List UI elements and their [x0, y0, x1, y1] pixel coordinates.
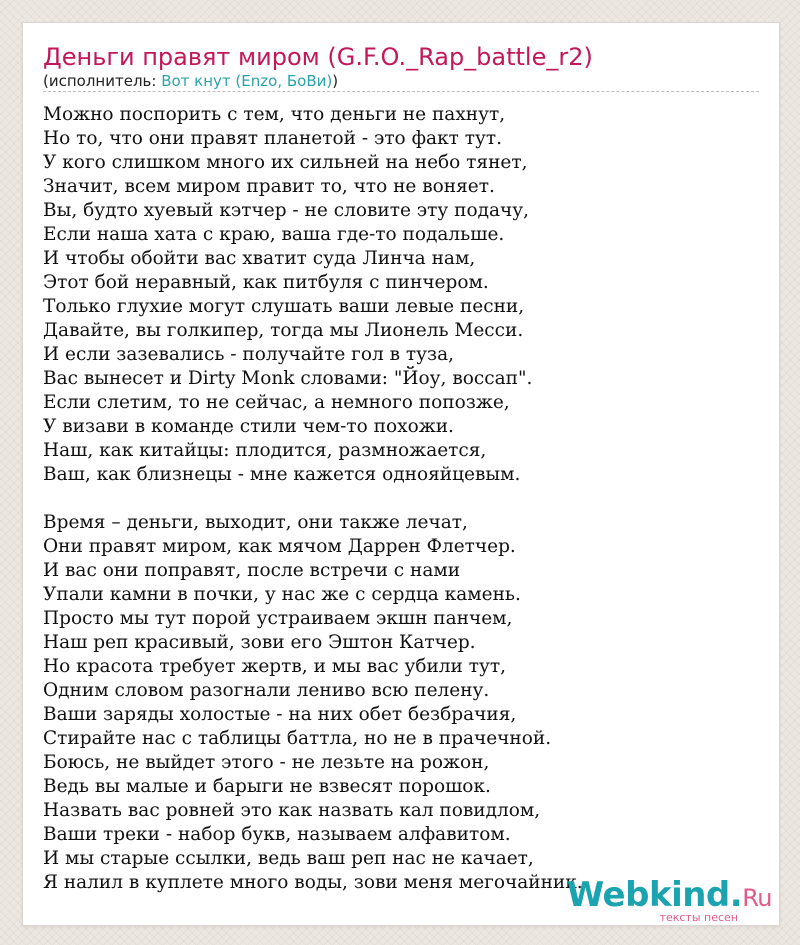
lyric-line: Вас вынесет и Dirty Monk словами: "Йоу, воссап".: [43, 368, 533, 389]
lyric-line: Стирайте нас с таблицы баттла, но не в прачечной.: [43, 728, 552, 749]
lyric-line: Значит, всем миром правит то, что не воняет.: [43, 176, 495, 197]
lyric-line: У визави в команде стили чем-то похожи.: [43, 416, 454, 437]
title-divider: [43, 91, 759, 92]
lyric-line: И чтобы обойти вас хватит суда Линча нам,: [43, 248, 476, 269]
stanza-gap: [43, 487, 763, 511]
lyric-line: Но то, что они правят планетой - это факт тут.: [43, 128, 502, 149]
lyric-line: И мы старые ссылки, ведь ваш реп нас не качает,: [43, 848, 534, 869]
lyric-line: Давайте, вы голкипер, тогда мы Лионель Месси.: [43, 320, 524, 341]
lyric-line: И если зазевались - получайте гол в туза,: [43, 344, 455, 365]
lyric-line: Боюсь, не выйдет этого - не лезьте на рожон,: [43, 752, 490, 773]
lyric-line: Только глухие могут слушать ваши левые песни,: [43, 296, 525, 317]
stanza-1: [43, 103, 763, 487]
performer-line: [43, 71, 338, 91]
lyric-line: Ведь вы малые и барыги не взвесят порошок.: [43, 776, 491, 797]
lyric-line: Упали камни в почки, у нас же с сердца камень.: [43, 584, 521, 605]
lyric-line: Этот бой неравный, как питбуля с пинчером.: [43, 272, 489, 293]
logo-dot: .: [729, 875, 743, 915]
lyric-line: Время – деньги, выходит, они также лечат,: [43, 512, 468, 533]
lyrics-card: [22, 22, 780, 926]
logo-tagline: тексты песен: [659, 911, 738, 924]
lyric-line: Назвать вас ровней это как назвать кал повидлом,: [43, 800, 541, 821]
lyric-line: Если наша хата с краю, ваша где-то подальше.: [43, 224, 505, 245]
lyric-line: Они правят миром, как мячом Даррен Флетчер.: [43, 536, 516, 557]
lyric-line: Если слетим, то не сейчас, а немного попозже,: [43, 392, 510, 413]
performer-suffix: ): [332, 72, 339, 90]
logo-tld: Ru: [742, 884, 772, 912]
lyric-line: Я налил в куплете много воды, зови меня мегочайник.: [43, 872, 583, 893]
lyric-line: У кого слишком много их сильней на небо тянет,: [43, 152, 528, 173]
lyric-line: Наш реп красивый, зови его Эштон Катчер.: [43, 632, 476, 653]
song-title: Деньги правят миром (G.F.O._Rap_battle_r2): [43, 43, 593, 71]
stanza-2: [43, 511, 763, 895]
logo-brand: Webkind: [566, 875, 730, 915]
performer-link[interactable]: Вот кнут (Enzo, БоВи): [161, 72, 333, 90]
webkind-watermark: [566, 875, 772, 924]
webkind-logo: [566, 875, 772, 915]
lyric-line: Просто мы тут порой устраиваем экшн панчем,: [43, 608, 513, 629]
lyric-line: Ваши треки - набор букв, называем алфавитом.: [43, 824, 511, 845]
lyric-line: Наш, как китайцы: плодится, размножается,: [43, 440, 487, 461]
lyric-line: Можно поспорить с тем, что деньги не пахнут,: [43, 104, 506, 125]
lyrics-body: [43, 103, 763, 895]
performer-prefix: (исполнитель:: [43, 72, 162, 90]
lyric-line: Но красота требует жертв, и мы вас убили тут,: [43, 656, 507, 677]
lyric-line: И вас они поправят, после встречи с нами: [43, 560, 461, 581]
lyric-line: Ваш, как близнецы - мне кажется однояйцевым.: [43, 464, 521, 485]
lyric-line: Одним словом разогнали лениво всю пелену.: [43, 680, 490, 701]
lyric-line: Ваши заряды холостые - на них обет безбрачия,: [43, 704, 517, 725]
lyric-line: Вы, будто хуевый кэтчер - не словите эту подачу,: [43, 200, 530, 221]
